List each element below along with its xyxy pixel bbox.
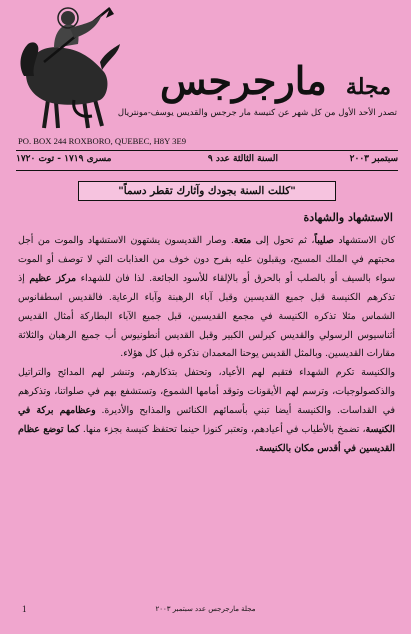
issue-date-gregorian: سبتمبر ٢٠٠٣ — [349, 154, 398, 164]
issue-date-coptic: مسرى ١٧١٩ - توت ١٧٢٠ — [16, 154, 112, 164]
article-heading: الاستشهاد والشهادة — [303, 211, 393, 224]
postal-address: PO. BOX 244 ROXBORO, QUEBEC, H8Y 3E9 — [18, 136, 186, 146]
issue-info-row — [16, 154, 398, 168]
issue-volume: السنة الثالثة عدد ٩ — [207, 154, 278, 164]
article-paragraph-1: كان الاستشهاد صليباً، ثم تحول إلى متعة. وصار القديسون يشتهون الاستشهاد والموت من أجل محبتهم في الملك المسيح، ويقبلون عليه بفرح دون خوف من العذابات التي لا توصف أو الموت سواء بالسيف أو بالصلب أو بالحرق أو بالإلقاء للأسود الجائعة. لذا فان للشهداء مركز عظيم إذ تذكرهم الكنيسة قبل جميع القديسين وقبل آباء الرهبنة وآباء الرعاية. فالقديس اسطفانوس الشماس مثلا تذكره الكنيسة في مجمع القديسين، قبل جميع الآباء البطاركة أمثال القديس أثناسيوس الرسولي والقديس كيرلس الكبير وقبل القديس أنطونيوس أب جميع الرهبان والثلاثة مقارات القديسين. وبالمثل القديس يوحنا المعمدان نذكره قبل كل هؤلاء. — [18, 235, 395, 360]
magazine-title-name: مارجرجس — [160, 58, 327, 103]
article-paragraph-2: والكنيسة تكرم الشهداء فتقيم لهم الأعياد، وتحتفل بتذكارهم، وتنشر لهم المدائح والتراتيل والذكصولوجيات، وترسم لهم الأيقونات وتوقد أمامها الشموع، وتستشفع بهم في صلواتنا، وتذكرهم في القداسات. والكنيسة أيضا تبني بأسمائهم الكنائس والمذابح والأديرة. وعظامهم بركة في الكنيسة، تضمخ بالأطياب في أعيادهم، وتعتبر كنوزا حينما تحتفظ كنيسة بجزء منها. كما توضع عظام القديسين في أقدس مكان بالكنيسة. — [18, 367, 396, 454]
publisher-subtitle: تصدر الأحد الأول من كل شهر عن كنيسة مار جرجس والقديس يوسف-مونتريال — [117, 108, 397, 118]
article-body — [18, 232, 395, 459]
magazine-title-prefix: مجلة — [345, 74, 391, 100]
header-rule-bottom — [16, 170, 398, 171]
header-rule-top — [16, 150, 398, 151]
saint-george-horse-icon — [14, 4, 122, 130]
verse-banner: "كللت السنة بجودك وآثارك تقطر دسماً" — [78, 181, 336, 201]
magazine-title — [160, 58, 391, 103]
page-number: 1 — [22, 604, 27, 614]
footer-caption: مجلة مارجرجس عدد سبتمبر ٢٠٠٣ — [155, 605, 256, 613]
